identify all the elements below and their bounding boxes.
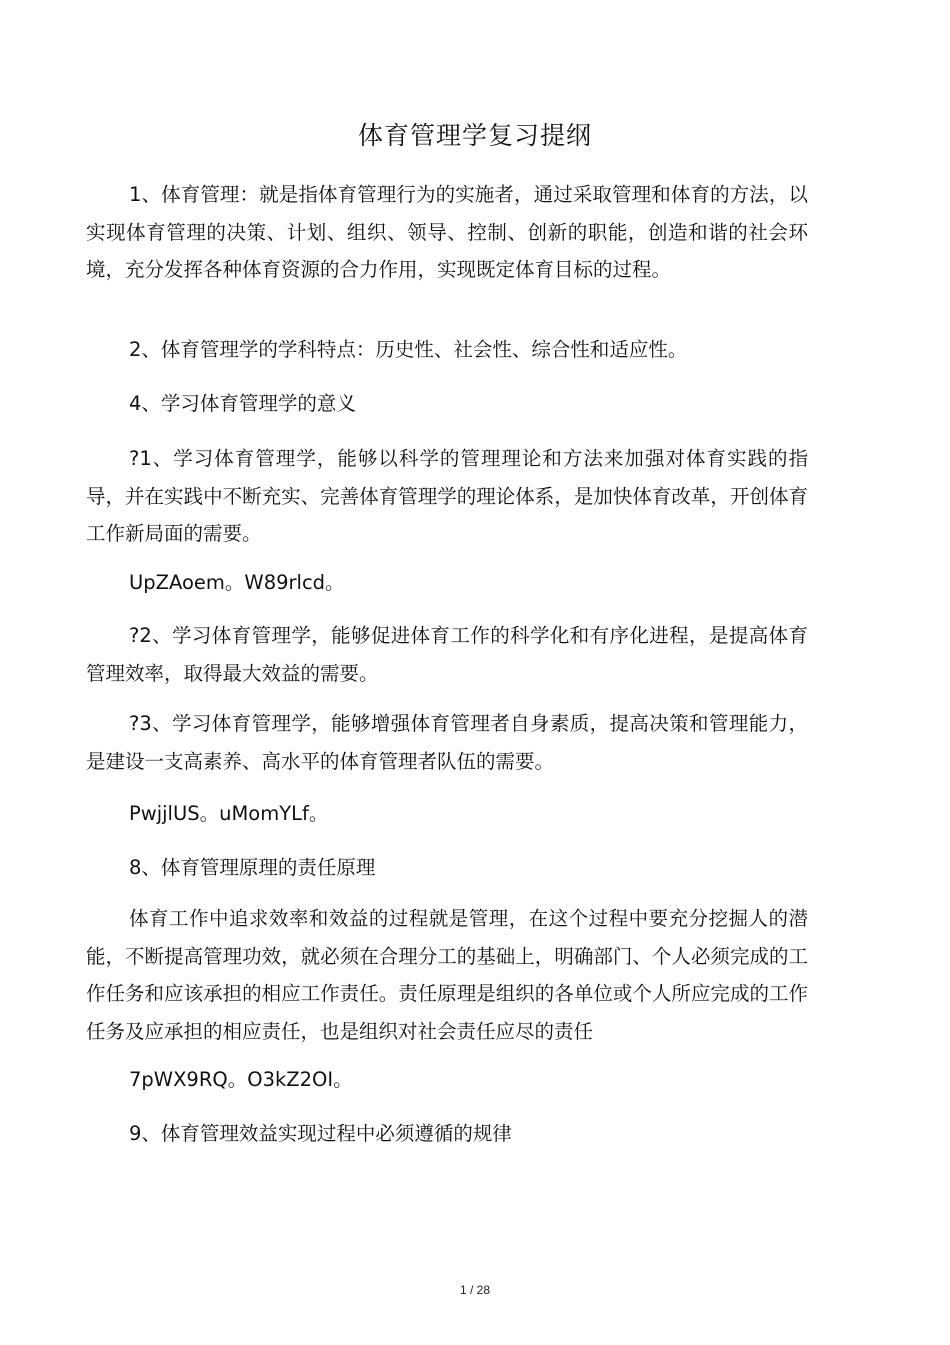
paragraph-code-1: UpZAoem。W89rlcd。 — [129, 571, 345, 594]
paragraph-characteristics: 2、体育管理学的学科特点：历史性、社会性、综合性和适应性。 — [129, 338, 688, 361]
paragraph-responsibility-body: 体育工作中追求效率和效益的过程就是管理，在这个过程中要充分挖掘人的潜能，不断提高管理功效，就必须在合理分工的基础上，明确部门、个人必须完成的工作任务和应该承担的相应工作责任。责任原理是组织的各单位或个人所应完成的工作任务及应承担的相应责任，也是组织对社会责任应尽的责任 — [86, 907, 808, 1043]
paragraph-code-2: PwjjlUS。uMomYLf。 — [129, 802, 329, 825]
paragraph-significance-2: ?2、学习体育管理学，能够促进体育工作的科学化和有序化进程，是提高体育管理效率，取得最大效益的需要。 — [86, 624, 808, 685]
document-title: 体育管理学复习提纲 — [357, 121, 592, 150]
paragraph-significance-3: ?3、学习体育管理学，能够增强体育管理者自身素质，提高决策和管理能力，是建设一支高素养、高水平的体育管理者队伍的需要。 — [86, 712, 808, 773]
paragraph-heading-responsibility: 8、体育管理原理的责任原理 — [129, 856, 376, 879]
paragraph-definition: 1、体育管理：就是指体育管理行为的实施者，通过采取管理和体育的方法，以实现体育管理的决策、计划、组织、领导、控制、创新的职能，创造和谐的社会环境，充分发挥各种体育资源的合力作用，实现既定体育目标的过程。 — [86, 183, 808, 281]
paragraph-code-3: 7pWX9RQ。O3kZ2OI。 — [129, 1068, 353, 1091]
paragraph-heading-laws: 9、体育管理效益实现过程中必须遵循的规律 — [129, 1122, 512, 1145]
paragraph-heading-significance: 4、学习体育管理学的意义 — [129, 392, 356, 415]
page-number: 1 / 28 — [459, 1283, 491, 1297]
paragraph-significance-1: ?1、学习体育管理学，能够以科学的管理理论和方法来加强对体育实践的指导，并在实践中不断充实、完善体育管理学的理论体系，是加快体育改革，开创体育工作新局面的需要。 — [86, 447, 808, 545]
